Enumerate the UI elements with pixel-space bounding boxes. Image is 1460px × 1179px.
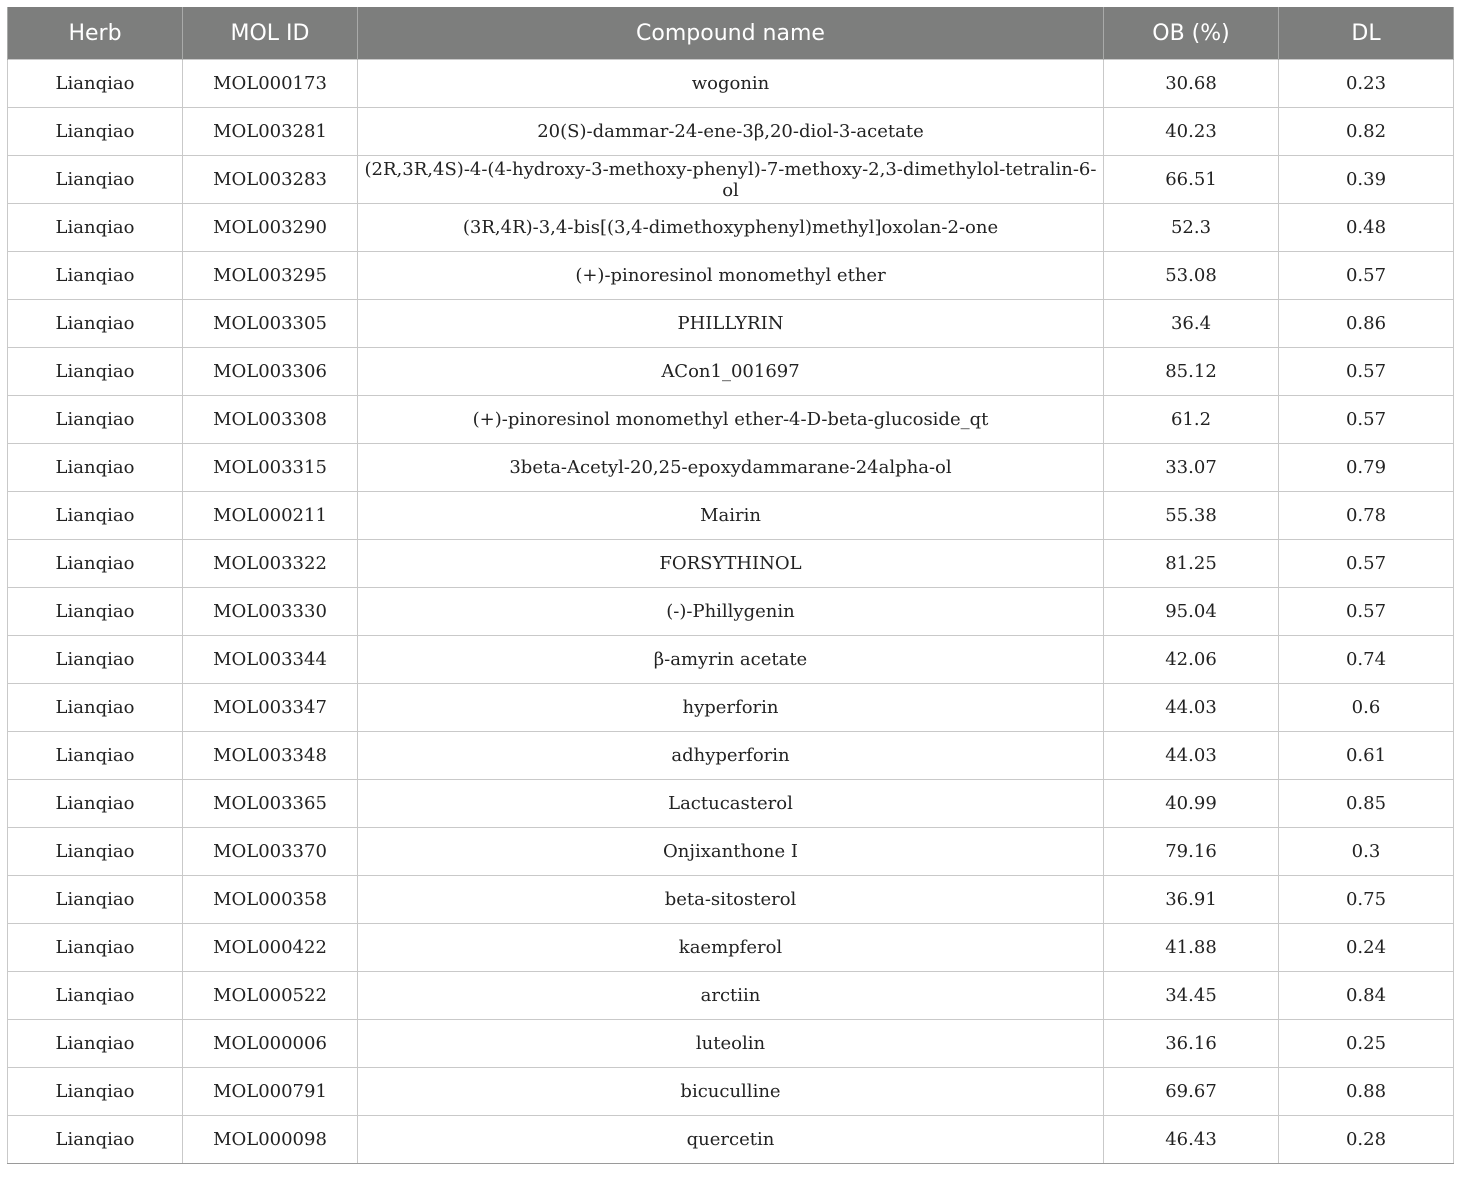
mol-id-cell: MOL000422: [183, 924, 358, 972]
herb-cell: Lianqiao: [8, 1020, 183, 1068]
ob-cell: 66.51: [1104, 156, 1279, 204]
dl-cell: 0.57: [1279, 540, 1454, 588]
compound-name-cell: (+)-pinoresinol monomethyl ether: [358, 252, 1104, 300]
compound-table: [7, 7, 1454, 1164]
compound-name-cell: arctiin: [358, 972, 1104, 1020]
table-row: [8, 876, 1454, 924]
table-row: [8, 1020, 1454, 1068]
herb-cell: Lianqiao: [8, 780, 183, 828]
herb-cell: Lianqiao: [8, 636, 183, 684]
mol-id-cell: MOL000522: [183, 972, 358, 1020]
herb-cell: Lianqiao: [8, 444, 183, 492]
ob-cell: 69.67: [1104, 1068, 1279, 1116]
mol-id-cell: MOL003322: [183, 540, 358, 588]
mol-id-cell: MOL003315: [183, 444, 358, 492]
herb-cell: Lianqiao: [8, 492, 183, 540]
dl-cell: 0.24: [1279, 924, 1454, 972]
compound-name-cell: (-)-Phillygenin: [358, 588, 1104, 636]
table-header: [8, 7, 1454, 60]
mol-id-cell: MOL000358: [183, 876, 358, 924]
header-herb: Herb: [8, 7, 183, 60]
herb-cell: Lianqiao: [8, 540, 183, 588]
compound-name-cell: (2R,3R,4S)-4-(4-hydroxy-3-methoxy-phenyl)-7-methoxy-2,3-dimethylol-tetralin-6-ol: [358, 156, 1104, 204]
dl-cell: 0.79: [1279, 444, 1454, 492]
table-row: [8, 252, 1454, 300]
mol-id-cell: MOL003330: [183, 588, 358, 636]
table-row: [8, 636, 1454, 684]
compound-name-cell: Mairin: [358, 492, 1104, 540]
herb-cell: Lianqiao: [8, 684, 183, 732]
mol-id-cell: MOL003305: [183, 300, 358, 348]
herb-cell: Lianqiao: [8, 1116, 183, 1164]
header-ob: OB (%): [1104, 7, 1279, 60]
table-row: [8, 732, 1454, 780]
mol-id-cell: MOL003344: [183, 636, 358, 684]
compound-name-cell: 20(S)-dammar-24-ene-3β,20-diol-3-acetate: [358, 108, 1104, 156]
ob-cell: 42.06: [1104, 636, 1279, 684]
ob-cell: 44.03: [1104, 684, 1279, 732]
dl-cell: 0.61: [1279, 732, 1454, 780]
dl-cell: 0.48: [1279, 204, 1454, 252]
ob-cell: 52.3: [1104, 204, 1279, 252]
dl-cell: 0.74: [1279, 636, 1454, 684]
table-row: [8, 1116, 1454, 1164]
ob-cell: 95.04: [1104, 588, 1279, 636]
mol-id-cell: MOL000211: [183, 492, 358, 540]
compound-name-cell: 3beta-Acetyl-20,25-epoxydammarane-24alpha-ol: [358, 444, 1104, 492]
mol-id-cell: MOL000791: [183, 1068, 358, 1116]
compound-name-cell: (3R,4R)-3,4-bis[(3,4-dimethoxyphenyl)methyl]oxolan-2-one: [358, 204, 1104, 252]
ob-cell: 53.08: [1104, 252, 1279, 300]
mol-id-cell: MOL003281: [183, 108, 358, 156]
ob-cell: 41.88: [1104, 924, 1279, 972]
table-row: [8, 60, 1454, 108]
mol-id-cell: MOL003365: [183, 780, 358, 828]
dl-cell: 0.57: [1279, 588, 1454, 636]
ob-cell: 36.4: [1104, 300, 1279, 348]
herb-cell: Lianqiao: [8, 828, 183, 876]
dl-cell: 0.25: [1279, 1020, 1454, 1068]
mol-id-cell: MOL003306: [183, 348, 358, 396]
ob-cell: 36.91: [1104, 876, 1279, 924]
herb-cell: Lianqiao: [8, 204, 183, 252]
mol-id-cell: MOL003348: [183, 732, 358, 780]
compound-name-cell: wogonin: [358, 60, 1104, 108]
dl-cell: 0.39: [1279, 156, 1454, 204]
table-row: [8, 156, 1454, 204]
compound-name-cell: FORSYTHINOL: [358, 540, 1104, 588]
dl-cell: 0.57: [1279, 252, 1454, 300]
compound-name-cell: PHILLYRIN: [358, 300, 1104, 348]
dl-cell: 0.28: [1279, 1116, 1454, 1164]
compound-name-cell: ACon1_001697: [358, 348, 1104, 396]
mol-id-cell: MOL003308: [183, 396, 358, 444]
dl-cell: 0.86: [1279, 300, 1454, 348]
herb-cell: Lianqiao: [8, 972, 183, 1020]
herb-cell: Lianqiao: [8, 876, 183, 924]
mol-id-cell: MOL003370: [183, 828, 358, 876]
table-row: [8, 348, 1454, 396]
mol-id-cell: MOL000098: [183, 1116, 358, 1164]
table-row: [8, 588, 1454, 636]
table-row: [8, 1068, 1454, 1116]
ob-cell: 33.07: [1104, 444, 1279, 492]
herb-cell: Lianqiao: [8, 300, 183, 348]
table-row: [8, 828, 1454, 876]
mol-id-cell: MOL000006: [183, 1020, 358, 1068]
dl-cell: 0.84: [1279, 972, 1454, 1020]
ob-cell: 44.03: [1104, 732, 1279, 780]
ob-cell: 40.99: [1104, 780, 1279, 828]
ob-cell: 34.45: [1104, 972, 1279, 1020]
compound-name-cell: hyperforin: [358, 684, 1104, 732]
ob-cell: 30.68: [1104, 60, 1279, 108]
dl-cell: 0.78: [1279, 492, 1454, 540]
header-row: [8, 7, 1454, 60]
compound-name-cell: adhyperforin: [358, 732, 1104, 780]
dl-cell: 0.85: [1279, 780, 1454, 828]
ob-cell: 36.16: [1104, 1020, 1279, 1068]
herb-cell: Lianqiao: [8, 924, 183, 972]
header-compound-name: Compound name: [358, 7, 1104, 60]
table-row: [8, 108, 1454, 156]
dl-cell: 0.57: [1279, 396, 1454, 444]
compound-name-cell: (+)-pinoresinol monomethyl ether-4-D-beta-glucoside_qt: [358, 396, 1104, 444]
ob-cell: 81.25: [1104, 540, 1279, 588]
compound-name-cell: β-amyrin acetate: [358, 636, 1104, 684]
herb-cell: Lianqiao: [8, 732, 183, 780]
table-row: [8, 204, 1454, 252]
herb-cell: Lianqiao: [8, 108, 183, 156]
dl-cell: 0.6: [1279, 684, 1454, 732]
mol-id-cell: MOL003290: [183, 204, 358, 252]
dl-cell: 0.57: [1279, 348, 1454, 396]
table-row: [8, 684, 1454, 732]
herb-cell: Lianqiao: [8, 156, 183, 204]
table-row: [8, 396, 1454, 444]
compound-name-cell: quercetin: [358, 1116, 1104, 1164]
compound-name-cell: kaempferol: [358, 924, 1104, 972]
dl-cell: 0.82: [1279, 108, 1454, 156]
mol-id-cell: MOL003347: [183, 684, 358, 732]
dl-cell: 0.3: [1279, 828, 1454, 876]
compound-name-cell: Lactucasterol: [358, 780, 1104, 828]
table-row: [8, 540, 1454, 588]
table-row: [8, 300, 1454, 348]
mol-id-cell: MOL003283: [183, 156, 358, 204]
dl-cell: 0.88: [1279, 1068, 1454, 1116]
herb-cell: Lianqiao: [8, 348, 183, 396]
ob-cell: 55.38: [1104, 492, 1279, 540]
table-row: [8, 780, 1454, 828]
compound-name-cell: bicuculline: [358, 1068, 1104, 1116]
compound-name-cell: beta-sitosterol: [358, 876, 1104, 924]
dl-cell: 0.75: [1279, 876, 1454, 924]
herb-cell: Lianqiao: [8, 252, 183, 300]
table-row: [8, 972, 1454, 1020]
ob-cell: 61.2: [1104, 396, 1279, 444]
ob-cell: 79.16: [1104, 828, 1279, 876]
herb-cell: Lianqiao: [8, 396, 183, 444]
ob-cell: 40.23: [1104, 108, 1279, 156]
ob-cell: 85.12: [1104, 348, 1279, 396]
ob-cell: 46.43: [1104, 1116, 1279, 1164]
compound-name-cell: luteolin: [358, 1020, 1104, 1068]
table-row: [8, 492, 1454, 540]
table-row: [8, 444, 1454, 492]
herb-cell: Lianqiao: [8, 1068, 183, 1116]
header-mol-id: MOL ID: [183, 7, 358, 60]
table-body: [8, 60, 1454, 1164]
herb-cell: Lianqiao: [8, 588, 183, 636]
compound-name-cell: Onjixanthone I: [358, 828, 1104, 876]
table-row: [8, 924, 1454, 972]
header-dl: DL: [1279, 7, 1454, 60]
dl-cell: 0.23: [1279, 60, 1454, 108]
mol-id-cell: MOL003295: [183, 252, 358, 300]
mol-id-cell: MOL000173: [183, 60, 358, 108]
herb-cell: Lianqiao: [8, 60, 183, 108]
